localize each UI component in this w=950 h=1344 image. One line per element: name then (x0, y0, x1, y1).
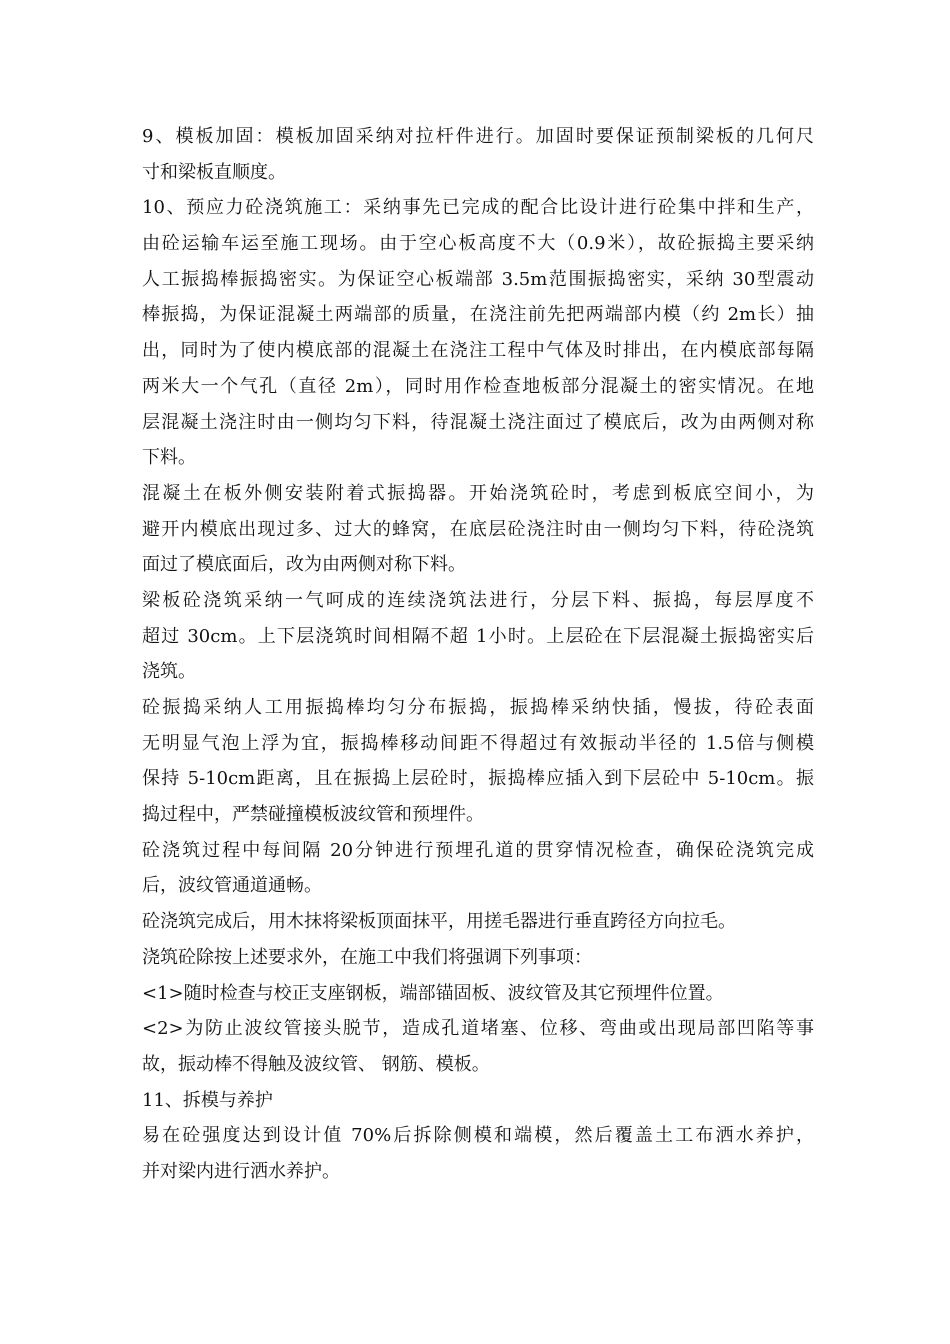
text-line: 故，振动棒不得触及波纹管、 钢筋、模板。 (142, 1053, 490, 1075)
text-line: 梁板砼浇筑采纳一气呵成的连续浇筑法进行，分层下料、振捣，每层厚度不 (142, 589, 814, 611)
text-line: 易在砼强度达到设计值 70%后拆除侧模和端模，然后覆盖土工布洒水养护， (142, 1125, 814, 1147)
section-heading: 11、拆模与养护 (142, 1089, 273, 1111)
text-line: 10、预应力砼浇筑施工：采纳事先已完成的配合比设计进行砼集中拌和生产， (142, 197, 814, 219)
text-line: 浇筑砼除按上述要求外，在施工中我们将强调下列事项： (142, 946, 592, 968)
text-line: 并对梁内进行洒水养护。 (142, 1160, 340, 1182)
text-line: 捣过程中，严禁碰撞模板波纹管和预埋件。 (142, 804, 484, 826)
text-line: 保持 5-10cm距离，且在振捣上层砼时，振捣棒应插入到下层砼中 5-10cm。振 (142, 768, 814, 790)
text-line: <1>随时检查与校正支座钢板，端部锚固板、波纹管及其它预埋件位置。 (142, 982, 724, 1004)
text-line: 砼振捣采纳人工用振捣棒均匀分布振捣，振捣棒采纳快插，慢拔，待砼表面 (142, 697, 814, 718)
text-line: 超过 30cm。上下层浇筑时间相隔不超 1小时。上层砼在下层混凝土振捣密实后 (142, 625, 814, 647)
text-line: 后，波纹管通道通畅。 (142, 875, 322, 897)
text-line: 避开内模底出现过多、过大的蜂窝，在底层砼浇注时由一侧均匀下料，待砼浇筑 (142, 518, 814, 540)
text-line: 无明显气泡上浮为宜，振捣棒移动间距不得超过有效振动半径的 1.5倍与侧模 (142, 732, 814, 754)
text-line: 寸和梁板直顺度。 (142, 161, 286, 183)
text-line: 下料。 (142, 447, 196, 469)
text-line: 两米大一个气孔（直径 2m），同时用作检查地板部分混凝土的密实情况。在地 (142, 375, 814, 397)
text-line: 混凝土在板外侧安装附着式振捣器。开始浇筑砼时，考虑到板底空间小，为 (142, 482, 814, 504)
text-line: 层混凝土浇注时由一侧均匀下料，待混凝土浇注面过了模底后，改为由两侧对称 (142, 411, 814, 433)
text-line: 面过了模底面后，改为由两侧对称下料。 (142, 554, 466, 576)
text-line: 由砼运输车运至施工现场。由于空心板高度不大（0.9米），故砼振捣主要采纳 (142, 233, 814, 255)
text-line: 砼浇筑完成后，用木抹将梁板顶面抹平，用搓毛器进行垂直跨径方向拉毛。 (142, 911, 736, 933)
text-line: 人工振捣棒振捣密实。为保证空心板端部 3.5m范围振捣密实，采纳 30型震动 (142, 268, 814, 290)
text-line: <2>为防止波纹管接头脱节，造成孔道堵塞、位移、弯曲或出现局部凹陷等事 (142, 1018, 814, 1040)
text-line: 砼浇筑过程中每间隔 20分钟进行预埋孔道的贯穿情况检查，确保砼浇筑完成 (142, 839, 814, 861)
text-line: 出，同时为了使内模底部的混凝土在浇注工程中气体及时排出，在内模底部每隔 (142, 340, 814, 362)
text-line: 浇筑。 (142, 661, 196, 683)
text-line: 9、模板加固：模板加固采纳对拉杆件进行。加固时要保证预制梁板的几何尺 (142, 126, 814, 147)
document-body (142, 119, 814, 1190)
text-line: 棒振捣，为保证混凝土两端部的质量，在浇注前先把两端部内模（约 2m长）抽 (142, 304, 814, 326)
